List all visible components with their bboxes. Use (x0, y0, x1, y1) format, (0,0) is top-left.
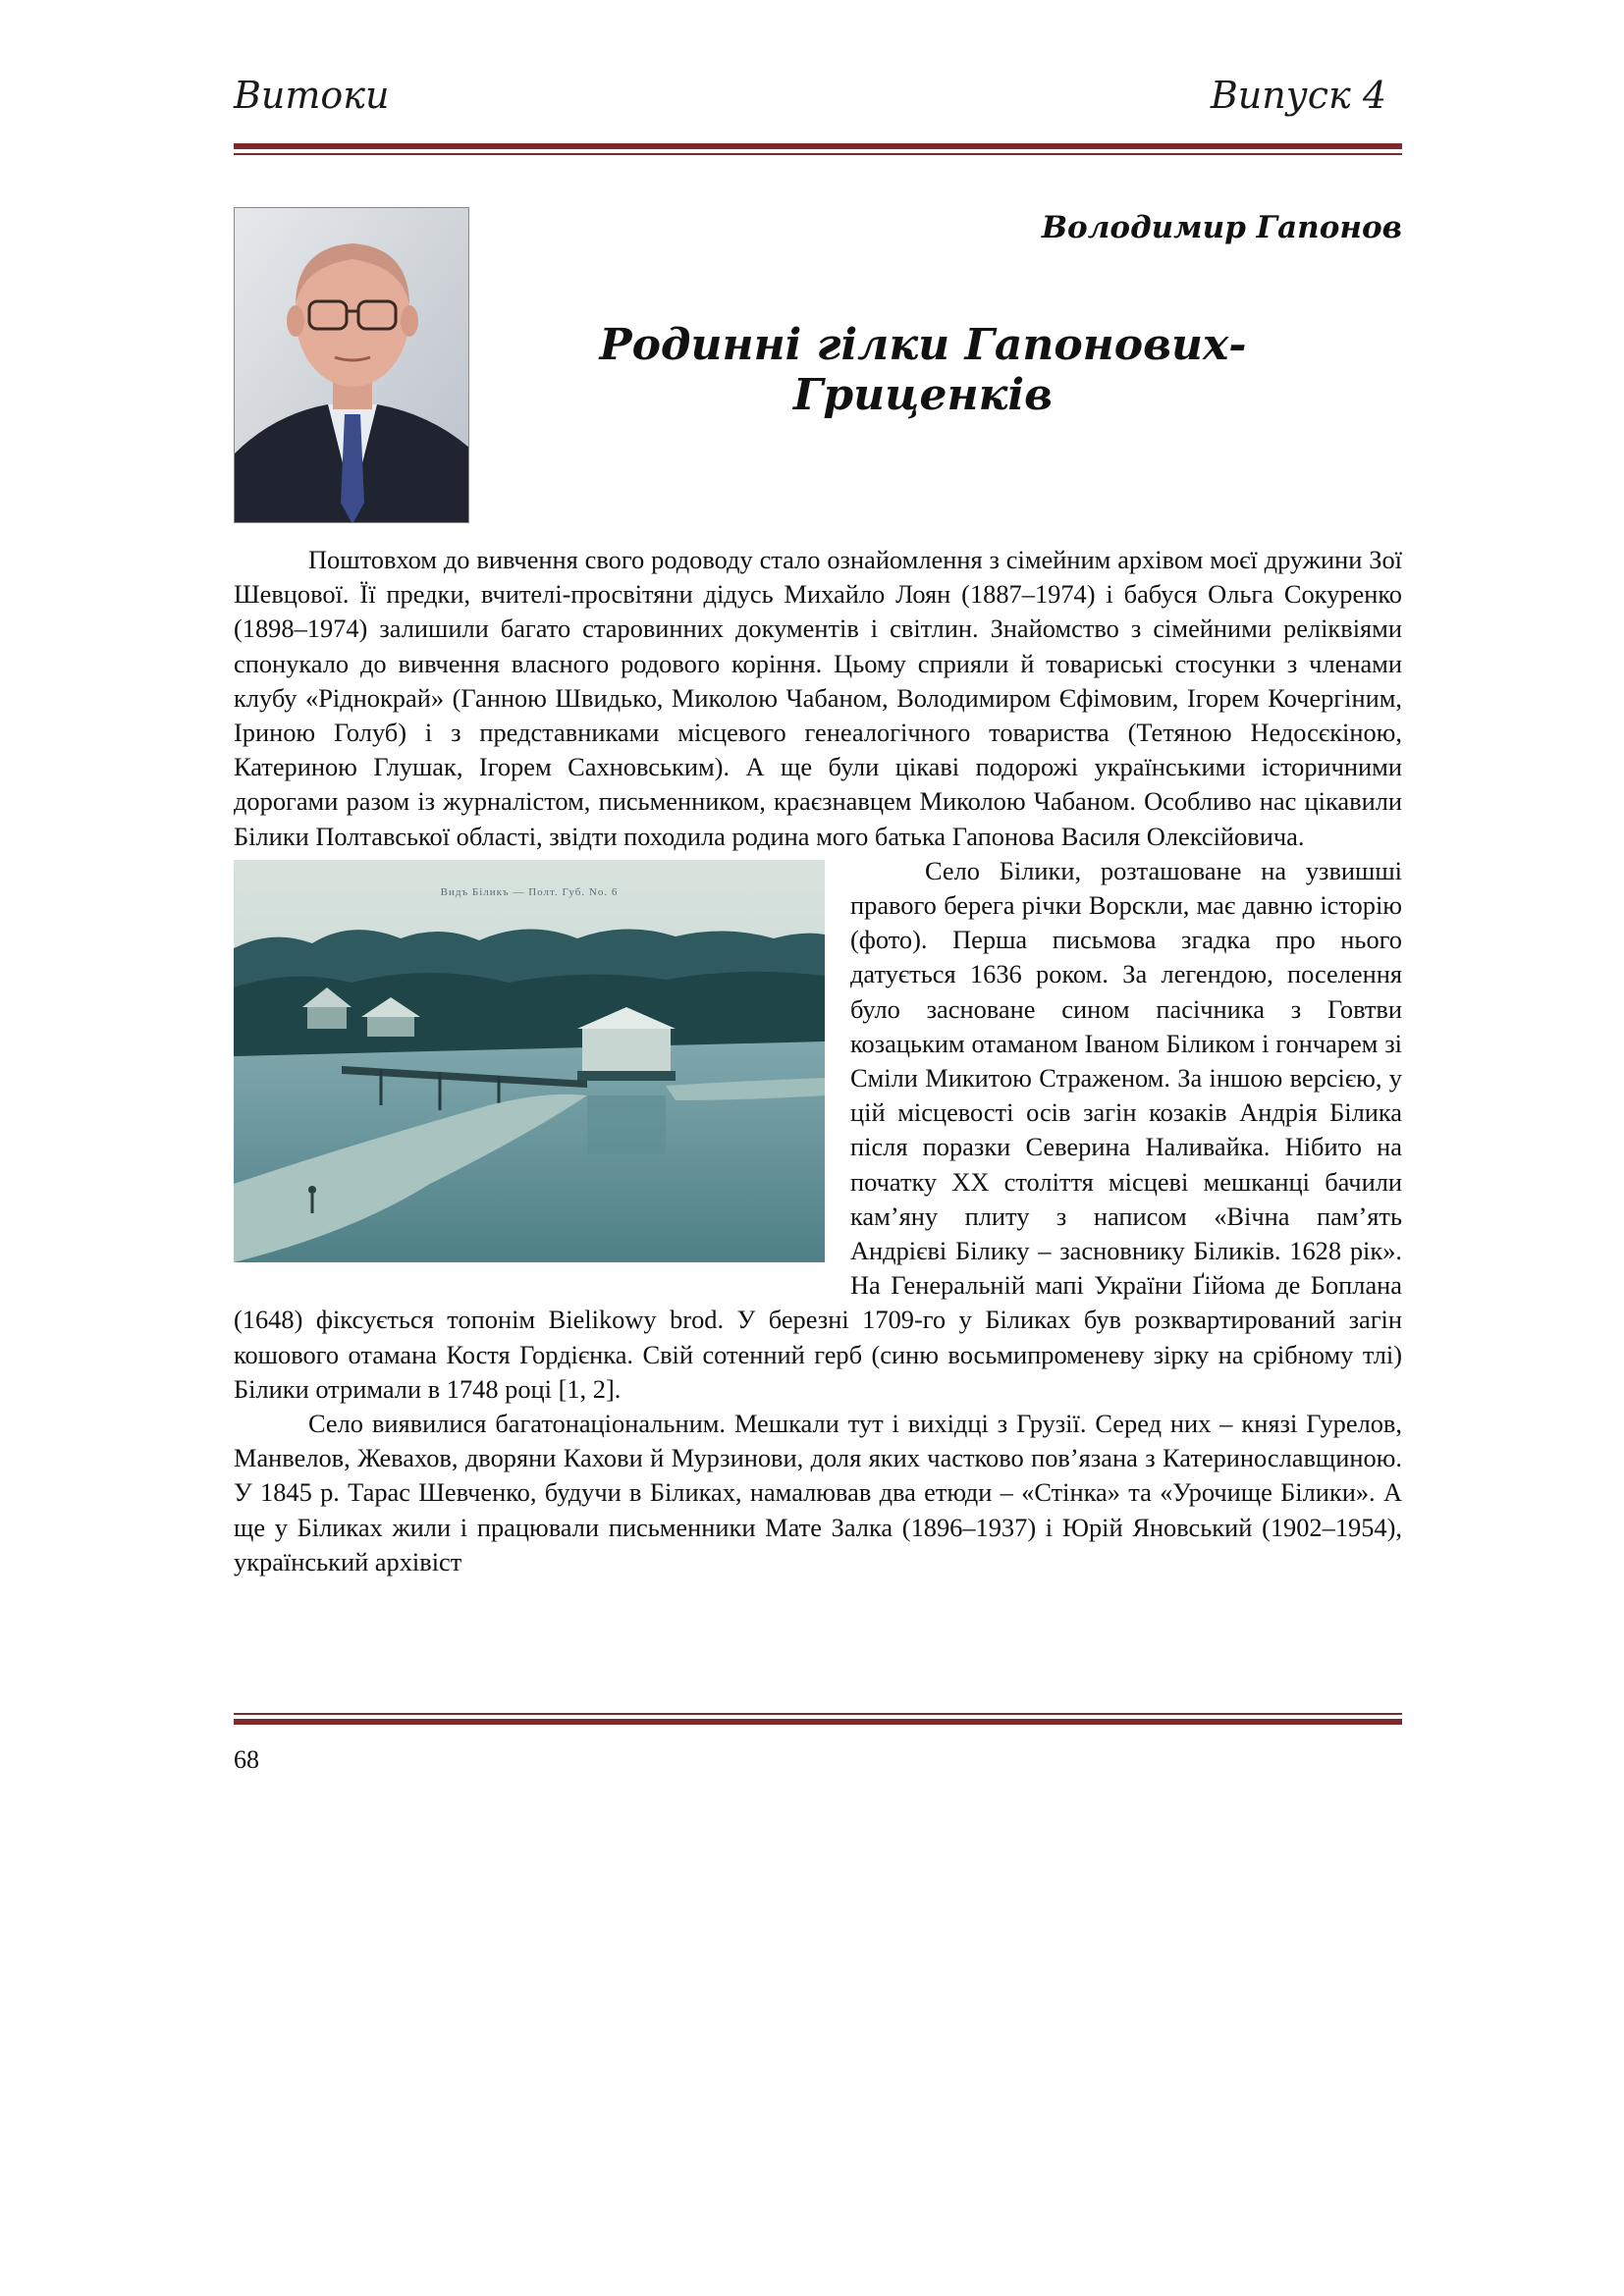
article-author: Володимир Гапонов (1041, 210, 1402, 245)
photo-caption: Видъ Біликъ — Полт. Губ. No. 6 (440, 885, 619, 898)
footer-rule (234, 1713, 1402, 1725)
journal-title: Витоки (234, 74, 390, 117)
paragraph-1: Поштовхом до вивчення свого родоводу стало ознайомлення з сімейним архівом моєї дружини Зої Шевцової. Її предки, вчителі-просвітяни дідусь Михайло Лоян (1887–1974) і бабуся Ольга Сокуренко (1898–1974) залишили багато старовинних документів і світлин. Знайомство з сімейними реліквіями спонукало до вивчення власного родового коріння. Цьому сприяли й товариські стосунки з членами клубу «Ріднокрай» (Ганною Швидько, Миколою Чабаном, Володимиром Єфімовим, Ігорем Кочергіним, Іриною Голуб) і з представниками місцевого генеалогічного товариства (Тетяною Недосєкіною, Катериною Глушак, Ігорем Сахновським). А ще були цікаві подорожі українськими історичними дорогами разом із журналістом, письменником, краєзнавцем Миколою Чабаном. Особливо нас цікавили Білики Полтавської області, звідти походила родина мого батька Гапонова Василя Олексійовича. (234, 545, 1402, 851)
author-portrait (234, 207, 469, 523)
issue-label: Випуск 4 (1210, 74, 1386, 117)
page-number: 68 (234, 1745, 259, 1774)
paragraph-2: Село Білики, розташоване на узвишші правого берега річки Ворскли, має давню історію (фото). Перша письмова згадка про нього датується 1636 роком. За легендою, поселення було засноване сином пасічника з Говтви козацьким отаманом Іваном Біликом і гончарем зі Сміли Микитою Страженом. За іншою версією, у цій місцевості осів загін козаків Андрія Білика після поразки Северина Наливайка. Нібито на початку XX століття місцеві мешканці бачили кам’яну плиту з написом «Вічна пам’ять Андрієві Білику – засновнику Біликів. 1628 рік». На Генеральній мапі України Ґійома де Боплана (1648) фіксується топонім Bielikowy brod. У березні 1709-го у Біликах був розквартирований загін кошового отамана Костя Гордієнка. Свій сотенний герб (синю восьмипроменеву зірку на срібному тлі) Білики отримали в 1748 році [1, 2]. (234, 855, 1402, 1404)
article-title: Родинні гілки Гапонових-Гриценків (599, 320, 1247, 420)
header-rule (234, 143, 1402, 155)
article-body (234, 543, 1402, 1579)
village-photo (234, 860, 825, 1262)
paragraph-3: Село виявилися багатонаціональним. Мешкали тут і вихідці з Грузії. Серед них – князі Гурелов, Манвелов, Жевахов, дворяни Кахови й Мурзинови, доля яких частково пов’язана з Катеринославщиною. У 1845 р. Тарас Шевченко, будучи в Біликах, намалював два етюди – «Стінка» та «Урочище Білики». А ще у Біликах жили і працювали письменники Мате Залка (1896–1937) і Юрій Яновський (1902–1954), український архівіст (234, 1409, 1402, 1576)
